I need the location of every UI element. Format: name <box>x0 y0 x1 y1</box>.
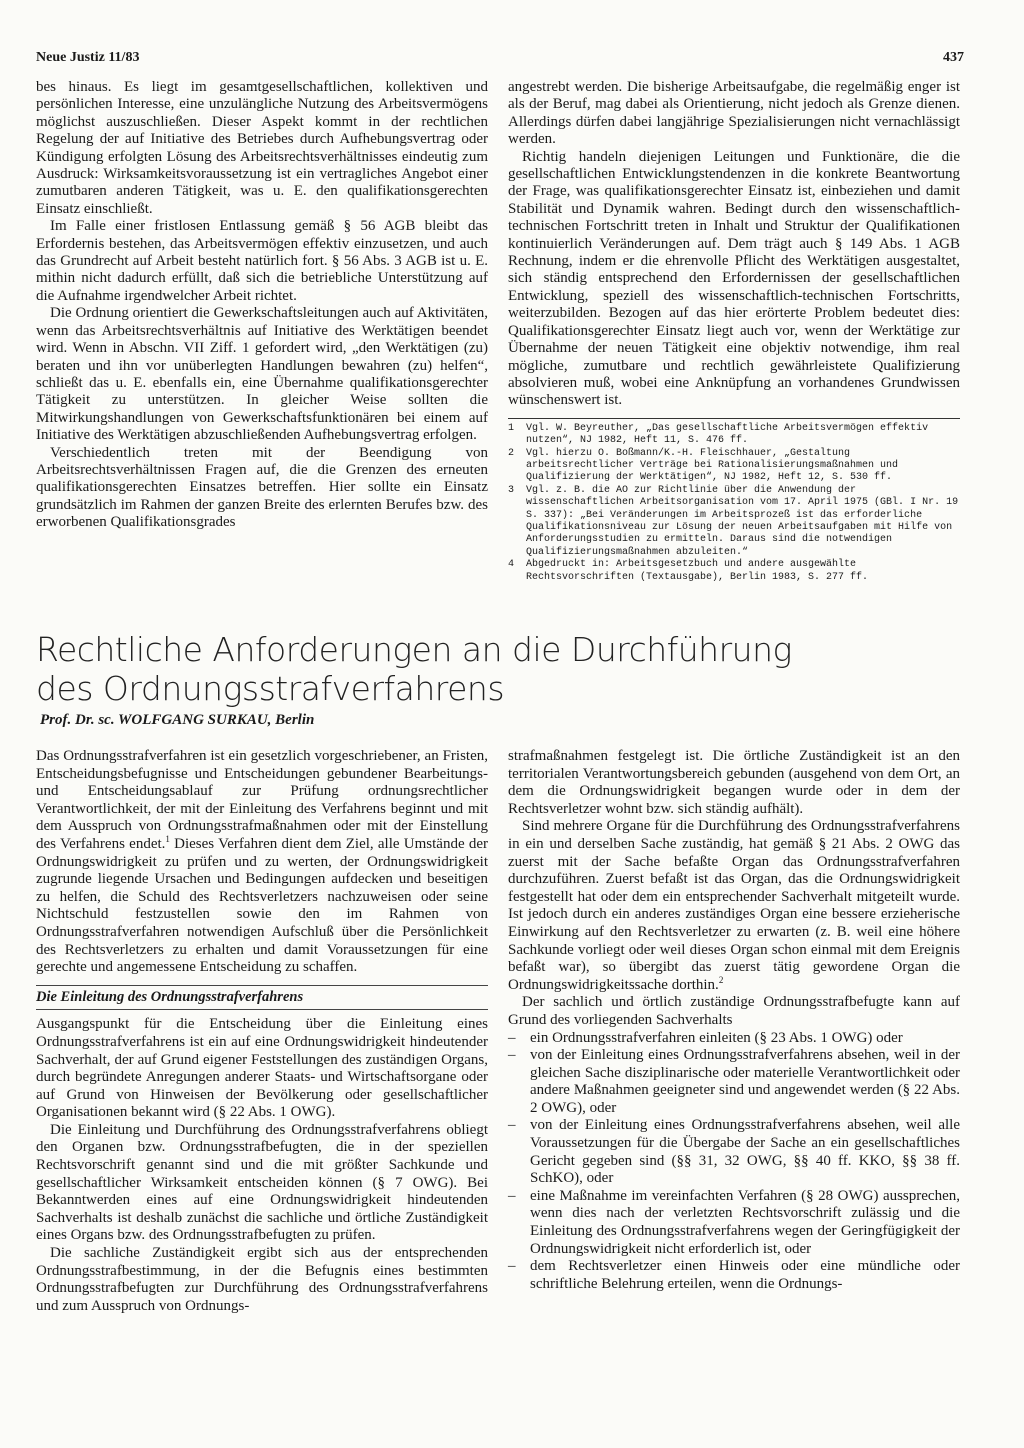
article-title-line: des Ordnungsstrafverfahrens <box>36 669 505 708</box>
dash-marker: – <box>508 1258 516 1275</box>
article-title <box>36 630 976 708</box>
page-number: 437 <box>943 50 964 65</box>
footnote-text: Vgl. W. Beyreuther, „Das gesellschaftliche Arbeitsvermögen effektiv nutzen“, NJ 1982, Heft 11, S. 476 ff. <box>526 422 929 447</box>
intro-paragraph <box>36 748 488 977</box>
footnote-text: Vgl. z. B. die AO zur Richtlinie über die Anwendung der wissenschaftlichen Arbeitsorganisation vom 17. April 1975 (GBl. I Nr. 19 S. 337): „Bei Veränderungen im Arbeitsprozeß ist das erforderliche Qualifikationsniveau zur Lösung der neuen Arbeitsaufgaben mit Hilfe von Anforderungsstudien zu ermitteln. Daraus sind die notwendigen Qualifizierungsmaßnahmen abzuleiten.“ <box>526 484 959 558</box>
footnotes <box>508 418 960 584</box>
dash-marker: – <box>508 1047 516 1064</box>
journal-title: Neue Justiz 11/83 <box>36 50 140 65</box>
paragraph: Die Ordnung orientiert die Gewerkschaftsleitungen auch auf Aktivitäten, wenn das Arbeitsrechtsverhältnis auf Initiative des Werktätigen beendet wird. Wenn in Abschn. VII Ziff. 1 gefordert wird, „den Werktätigen (zu) beraten und ihn vor unüberlegten Handlungen bewahren (zu) helfen“, schließt das u. E. ebenfalls ein, eine Übernahme qualifikationsgerechter Tätigkeit zu unterstützen. In gleicher Weise sollten die Mitwirkungshandlungen von Gewerkschaftsfunktionären bei einem auf Initiative des Werktätigen abzuschließenden Aufhebungsvertrag erfolgen. <box>36 305 488 444</box>
dash-marker: – <box>508 1187 516 1204</box>
list-item-text: von der Einleitung eines Ordnungsstrafverfahrens absehen, weil alle Voraussetzungen für die Übergabe der Sache an ein gesellschaftliches Gericht gegeben sind (§§ 31, 32 OWG, §§ 40 ff. KKO, §§ 38 ff. SchKO), oder <box>530 1117 960 1187</box>
footnote <box>508 485 960 559</box>
footnote <box>508 423 960 448</box>
top-left-column <box>36 79 488 532</box>
footnote-number: 4 <box>508 559 515 571</box>
article-title-line: Rechtliche Anforderungen an die Durchführung <box>36 630 792 669</box>
list-item <box>508 1188 960 1258</box>
list-item <box>508 1030 960 1048</box>
list-item <box>508 1258 960 1293</box>
bottom-left-column <box>36 748 488 1315</box>
footnote-ref: 2 <box>718 974 724 985</box>
paragraph: Die Einleitung und Durchführung des Ordnungsstrafverfahrens obliegt den Organen bzw. Ordnungsstrafbefugten, die in der speziellen Rechtsvorschrift genannt sind und die mit größter Sachkunde und gesellschaftlicher Wirksamkeit entscheiden können (§ 7 OWG). Bei Bekanntwerden eines auf eine Ordnungswidrigkeit hindeutenden Sachverhalts ist deshalb zunächst die sachliche und örtliche Zuständigkeit eines Organs bzw. des Ordnungsstrafbefugten zu prüfen. <box>36 1121 488 1244</box>
paragraph <box>508 818 960 994</box>
paragraph: Ausgangspunkt für die Entscheidung über die Einleitung eines Ordnungsstrafverfahrens ist ein auf eine Ordnungswidrigkeit hindeutender Sachverhalt, der auf Grund eigener Feststellungen des zuständigen Organs, durch begründete Anregungen anderer Staats- und Wirtschaftsorgane oder auf Grund von Hinweisen der Bevölkerung oder gesellschaftlicher Organisationen bekannt wird (§ 22 Abs. 1 OWG). <box>36 1016 488 1121</box>
paragraph: bes hinaus. Es liegt im gesamtgesellschaftlichen, kollektiven und persönlichen Interesse, eine unzulängliche Nutzung des Arbeitsvermögens möglichst auszuschließen. Dieser Aspekt kommt in der rechtlichen Regelung der auf Initiative des Betriebes durch Aufhebungsvertrag oder Kündigung erfolgten Lösung des Arbeitsrechtsverhältnisses eindeutig zum Ausdruck: Wirksamkeitsvoraussetzung ist ein vertragliches Angebot einer zumutbaren anderen Tätigkeit, was u. E. den qualifikationsgerechten Einsatz einschließt. <box>36 79 488 217</box>
footnote-number: 3 <box>508 484 515 496</box>
bottom-right-column <box>508 748 960 1293</box>
list-item-text: dem Rechtsverletzer einen Hinweis oder eine mündliche oder schriftliche Belehrung erteilen, wenn die Ordnungs- <box>530 1258 960 1292</box>
dash-marker: – <box>508 1029 516 1046</box>
list-item-text: eine Maßnahme im vereinfachten Verfahren (§ 28 OWG) aussprechen, wenn dies nach der verletzten Rechtsvorschrift zulässig und die Einleitung des Ordnungsstrafverfahrens wegen der Geringfügigkeit der Ordnungswidrigkeit nicht erforderlich ist, oder <box>530 1187 960 1257</box>
intro-text-b: Dieses Verfahren dient dem Ziel, alle Umstände der Ordnungswidrigkeit zu prüfen und zu werten, der Ordnungswidrigkeit zugrunde liegende Ursachen und Bedingungen aufdecken und beseitigen zu helfen, die Schuld des Rechtsverletzers nachzuweisen oder seine Nichtschuld festzustellen sowie den im Rahmen von Ordnungsstrafverfahren notwendigen Aufschluß über die Persönlichkeit des Rechtsverletzers zu erhalten und damit Voraussetzungen für eine gerechte und angemessene Entscheidung zu schaffen. <box>36 835 488 976</box>
section-heading: Die Einleitung des Ordnungsstrafverfahrens <box>36 985 488 1011</box>
footnote-ref: 1 <box>165 833 170 844</box>
paragraph: Die sachliche Zuständigkeit ergibt sich aus der entsprechenden Ordnungsstrafbestimmung, in der die Befugnis eines bestimmten Ordnungsstrafbefugten zur Durchführung des Ordnungsstrafverfahrens und zum Ausspruch von Ordnungs- <box>36 1245 488 1314</box>
paragraph: Verschiedentlich treten mit der Beendigung von Arbeitsrechtsverhältnissen Fragen auf, die die Grenzen des erneuten qualifikationsgerechten Einsatzes betreffen. Hier sollte ein Einsatz grundsätzlich im Rahmen der ganzen Breite des erlernten Berufes bzw. des erworbenen Qualifikationsgrades <box>36 444 488 531</box>
page-header <box>36 50 964 66</box>
footnote <box>508 559 960 584</box>
list-item-text: von der Einleitung eines Ordnungsstrafverfahrens absehen, weil in der gleichen Sache disziplinarische oder materielle Verantwortlichkeit oder andere Maßnahmen geeigneter sind und angewendet werden (§ 22 Abs. 2 OWG), oder <box>530 1047 960 1116</box>
dash-marker: – <box>508 1117 516 1134</box>
list-item <box>508 1047 960 1117</box>
footnote-text: Vgl. hierzu O. Boßmann/K.-H. Fleischhauer, „Gestaltung arbeitsrechtlicher Verträge bei Rationalisierungsmaßnahmen und Qualifizierung der Werktätigen“, NJ 1982, Heft 12, S. 530 ff. <box>526 447 899 484</box>
paragraph: Richtig handeln diejenigen Leitungen und Funktionäre, die die gesellschaftlichen Entwicklungstendenzen in die konkrete Beantwortung der Frage, was qualifikationsgerechter Einsatz ist, einbeziehen und damit Stabilität und Dynamik wahren. Bedingt durch den wissenschaftlich-technischen Fortschritt treten in Inhalt und Struktur der Qualifikationen kontinuierlich Veränderungen auf. Dem trägt auch § 149 Abs. 1 AGB Rechnung, indem er die ehrenvolle Pflicht des Werktätigen ausgestaltet, sich ständig entsprechend den Erfordernissen der gesellschaftlichen Entwicklung, speziell des wissenschaftlich-technischen Fortschritts, weiterzubilden. Bezogen auf das hier erörterte Problem bedeutet dies: Qualifikationsgerechter Einsatz liegt auch vor, wenn der Werktätige zur Übernahme der neuen Tätigkeit eine objektiv notwendige, ihm real mögliche, zumutbare und rechtlich gewährleistete Qualifizierung absolvieren muß, wobei eine Anknüpfung an vorhandenes Grundwissen wünschenswert ist. <box>508 148 960 409</box>
top-right-column <box>508 79 960 584</box>
footnote-text: Abgedruckt in: Arbeitsgesetzbuch und andere ausgewählte Rechtsvorschriften (Textausgabe), Berlin 1983, S. 277 ff. <box>526 559 869 583</box>
paragraph: Im Falle einer fristlosen Entlassung gemäß § 56 AGB bleibt das Erfordernis bestehen, das Arbeitsvermögen effektiv einzusetzen, und auch das Grundrecht auf Arbeit besteht natürlich fort. § 56 Abs. 3 AGB ist u. E. mithin nicht dadurch erfüllt, daß sich die betriebliche Unterstützung auf die Aufnahme irgendwelcher Arbeit richtet. <box>36 218 488 304</box>
list-item <box>508 1117 960 1187</box>
article-author: Prof. Dr. sc. WOLFGANG SURKAU, Berlin <box>40 712 315 728</box>
intro-text-a: Das Ordnungsstrafverfahren ist ein gesetzlich vorgeschriebener, an Fristen, Entscheidungsbefugnisse und Entscheidungen gebundener Bearbeitungs- und Entscheidungsablauf zur Prüfung ordnungsrechtlicher Verantwortlichkeit, der mit der Einleitung des Verfahrens beginnt und mit dem Ausspruch von Ordnungsstrafmaßnahmen oder mit der Einstellung des Verfahrens endet. <box>36 748 488 852</box>
list-item-text: ein Ordnungsstrafverfahren einleiten (§ 23 Abs. 1 OWG) oder <box>530 1029 903 1046</box>
paragraph: angestrebt werden. Die bisherige Arbeitsaufgabe, die regelmäßig enger ist als der Beruf, mag dabei als Orientierung, nicht jedoch als Grenze dienen. Allerdings dürfen dabei langjährige Spezialisierungen nicht vernachlässigt werden. <box>508 79 960 148</box>
paragraph: Der sachlich und örtlich zuständige Ordnungsstrafbefugte kann auf Grund des vorliegenden Sachverhalts <box>508 994 960 1028</box>
footnote-number: 1 <box>508 422 515 434</box>
paragraph-text: Sind mehrere Organe für die Durchführung des Ordnungsstrafverfahrens in ein und derselben Sache zuständig, hat gemäß § 21 Abs. 2 OWG das zuerst mit der Sache befaßte Organ das Ordnungsstrafverfahren durchzuführen. Zuerst befaßt ist das Organ, das die Ordnungswidrigkeit festgestellt hat oder dem ein entsprechender Sachverhalt mitgeteilt wurde. Ist jedoch durch ein anderes zuständiges Organ eine bessere erzieherische Einwirkung auf den Rechtsverletzer zu erwarten (z. B. weil eine höhere Sachkunde vorliegt oder weil dieses Organ schon einmal mit dem Ereignis befaßt war), so übergibt das zuerst tätig gewordene Organ die Ordnungswidrigkeitssache dorthin. <box>508 818 960 993</box>
options-list <box>508 1030 960 1294</box>
footnote <box>508 448 960 485</box>
footnote-number: 2 <box>508 447 515 459</box>
paragraph: strafmaßnahmen festgelegt ist. Die örtliche Zuständigkeit ist an den territorialen Verantwortungsbereich gebunden (ausgehend von dem Ort, an dem die Ordnungswidrigkeit begangen wurde oder in dem der Rechtsverletzer wohnt bzw. sich ständig aufhält). <box>508 748 960 817</box>
